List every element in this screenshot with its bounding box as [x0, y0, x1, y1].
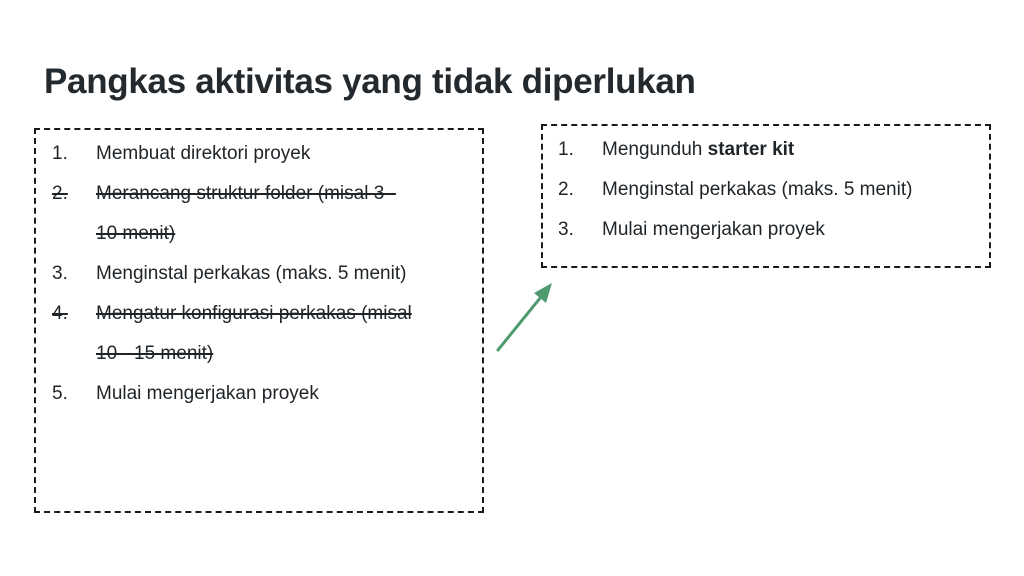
item-number: 1.: [558, 139, 574, 160]
item-text: [602, 130, 794, 170]
list-item-struck: [52, 294, 472, 374]
item-text: Mulai mengerjakan proyek: [96, 383, 319, 404]
item-text: Mulai mengerjakan proyek: [602, 219, 825, 240]
item-number: 1.: [52, 143, 68, 164]
list-item: [558, 170, 978, 210]
item-text-regular: Mengunduh: [602, 139, 708, 160]
list-item: [52, 134, 472, 174]
item-text-continued: 10 - 15 menit): [96, 343, 214, 364]
page-title: Pangkas aktivitas yang tidak diperlukan: [44, 62, 696, 101]
list-item-struck: [52, 174, 472, 254]
item-number: 3.: [52, 263, 68, 284]
item-number: 5.: [52, 383, 68, 404]
item-number: 2.: [52, 183, 68, 204]
original-steps-list: [52, 134, 472, 414]
list-item: [558, 130, 978, 170]
arrow-up-right-icon: [490, 278, 560, 358]
item-text-continued: 10 menit): [96, 223, 176, 244]
item-text: Mengatur konfigurasi perkakas (misal: [96, 303, 412, 324]
item-number: 2.: [558, 179, 574, 200]
list-item: [52, 254, 472, 294]
list-item: [558, 210, 978, 250]
item-text: Menginstal perkakas (maks. 5 menit): [96, 263, 407, 284]
item-number: 3.: [558, 219, 574, 240]
item-number: 4.: [52, 303, 68, 324]
item-text: Merancang struktur folder (misal 3 -: [96, 183, 396, 204]
item-text: Membuat direktori proyek: [96, 143, 311, 164]
trimmed-steps-list: [558, 130, 978, 250]
item-text-bold: starter kit: [707, 139, 795, 160]
item-text: Menginstal perkakas (maks. 5 menit): [602, 179, 913, 200]
list-item: [52, 374, 472, 414]
